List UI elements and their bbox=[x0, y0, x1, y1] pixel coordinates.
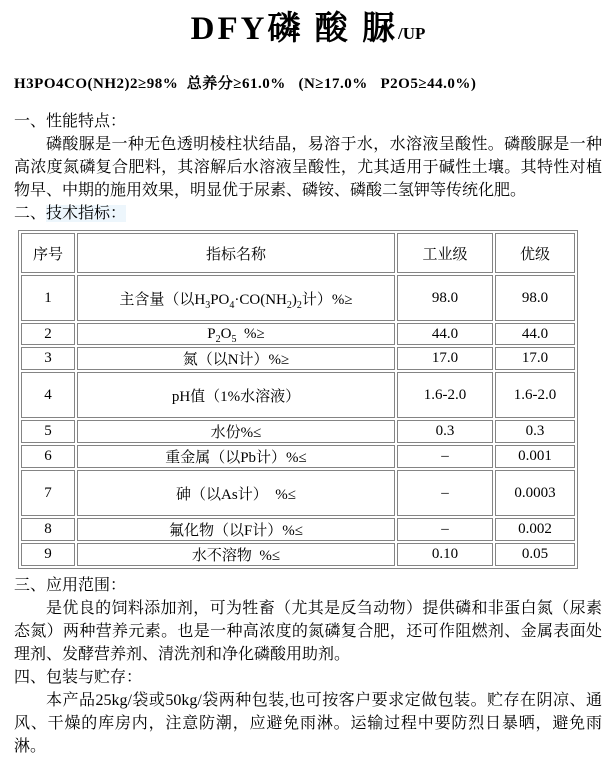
spec-table bbox=[18, 230, 578, 569]
row-number: 4 bbox=[21, 372, 75, 418]
indicator-name: 砷（以As计） %≤ bbox=[77, 470, 395, 516]
table-row bbox=[21, 543, 575, 566]
industrial-grade-value: 17.0 bbox=[397, 347, 493, 370]
row-number: 2 bbox=[21, 323, 75, 345]
section-label: 技术指标： bbox=[46, 205, 127, 222]
indicator-name: 水份%≤ bbox=[77, 420, 395, 443]
indicator-name: pH值（1%水溶液） bbox=[77, 372, 395, 418]
industrial-grade-value: – bbox=[397, 470, 493, 516]
premium-grade-value: 44.0 bbox=[495, 323, 575, 345]
table-row bbox=[21, 518, 575, 541]
table-header-row bbox=[21, 233, 575, 273]
packaging-paragraph: 本产品25kg/袋或50kg/袋两种包装,也可按客户要求定做包装。贮存在阴凉、通风、干燥的库房内，注意防潮，应避免雨淋。运输过程中要防烈日暴晒，避免雨淋。 bbox=[14, 692, 602, 755]
indicator-name: 氟化物（以F计）%≤ bbox=[77, 518, 395, 541]
section-number: 二、 bbox=[14, 205, 47, 222]
industrial-grade-value: 44.0 bbox=[397, 323, 493, 345]
section-heading-specs bbox=[14, 202, 602, 225]
indicator-name: $P_2O_5$ %≥ bbox=[77, 323, 395, 345]
header-serial-number: 序号 bbox=[21, 233, 75, 273]
subscript: 2 bbox=[296, 299, 302, 311]
subscript: 3 bbox=[205, 299, 211, 311]
premium-grade-value: 0.001 bbox=[495, 445, 575, 468]
industrial-grade-value: 1.6-2.0 bbox=[397, 372, 493, 418]
table-row bbox=[21, 323, 575, 345]
table-row bbox=[21, 420, 575, 443]
page-title bbox=[14, 8, 602, 56]
row-number: 9 bbox=[21, 543, 75, 566]
header-indicator-name: 指标名称 bbox=[77, 233, 395, 273]
indicator-name: 水不溶物 %≤ bbox=[77, 543, 395, 566]
spec-table-body bbox=[21, 275, 575, 566]
premium-grade-value: 0.3 bbox=[495, 420, 575, 443]
industrial-grade-value: 0.10 bbox=[397, 543, 493, 566]
industrial-grade-value: – bbox=[397, 445, 493, 468]
row-number: 3 bbox=[21, 347, 75, 370]
features-paragraph: 磷酸脲是一种无色透明棱柱状结晶，易溶于水，水溶液呈酸性。磷酸脲是一种高浓度氮磷复合肥料，其溶解后水溶液呈酸性，尤其适用于碱性土壤。其特性对植物早、中期的施用效果，明显优于尿素、磷铵、磷酸二氢钾等传统化肥。 bbox=[14, 136, 602, 199]
table-row bbox=[21, 347, 575, 370]
subscript: 4 bbox=[229, 299, 235, 311]
indicator-name: 主含量（以$H_3PO_4\cdot CO(NH_2)_2$计）%≥ bbox=[77, 275, 395, 321]
industrial-grade-value: 98.0 bbox=[397, 275, 493, 321]
section-heading-packaging: 四、包装与贮存： bbox=[14, 669, 143, 686]
table-row bbox=[21, 372, 575, 418]
subscript: 5 bbox=[231, 333, 237, 345]
premium-grade-value: 1.6-2.0 bbox=[495, 372, 575, 418]
industrial-grade-value: – bbox=[397, 518, 493, 541]
applications-paragraph: 是优良的饲料添加剂，可为牲畜（尤其是反刍动物）提供磷和非蛋白氮（尿素态氮）两种营养元素。也是一种高浓度的氮磷复合肥，还可作阻燃剂、金属表面处理剂、发酵营养剂、清洗剂和净化磷酸用助剂。 bbox=[14, 600, 602, 663]
row-number: 6 bbox=[21, 445, 75, 468]
industrial-grade-value: 0.3 bbox=[397, 420, 493, 443]
table-row bbox=[21, 470, 575, 516]
premium-grade-value: 0.05 bbox=[495, 543, 575, 566]
header-premium-grade: 优级 bbox=[495, 233, 575, 273]
table-row bbox=[21, 445, 575, 468]
section-heading-features: 一、性能特点： bbox=[14, 113, 127, 130]
premium-grade-value: 0.002 bbox=[495, 518, 575, 541]
row-number: 5 bbox=[21, 420, 75, 443]
indicator-name: 重金属（以Pb计）%≤ bbox=[77, 445, 395, 468]
premium-grade-value: 0.0003 bbox=[495, 470, 575, 516]
section-heading-applications: 三、应用范围： bbox=[14, 577, 127, 594]
row-number: 7 bbox=[21, 470, 75, 516]
header-industrial-grade: 工业级 bbox=[397, 233, 493, 273]
table-row bbox=[21, 275, 575, 321]
subscript: 2 bbox=[286, 299, 292, 311]
row-number: 1 bbox=[21, 275, 75, 321]
product-title-suffix: /UP bbox=[397, 24, 426, 43]
product-formula-line: H3PO4CO(NH2)2≥98% 总养分≥61.0% (N≥17.0% P2O5≥44.0%) bbox=[14, 76, 477, 92]
indicator-name: 氮（以N计）%≥ bbox=[77, 347, 395, 370]
premium-grade-value: 17.0 bbox=[495, 347, 575, 370]
subscript: 2 bbox=[215, 333, 221, 345]
product-title: DFY磷 酸 脲 bbox=[190, 11, 398, 47]
premium-grade-value: 98.0 bbox=[495, 275, 575, 321]
row-number: 8 bbox=[21, 518, 75, 541]
